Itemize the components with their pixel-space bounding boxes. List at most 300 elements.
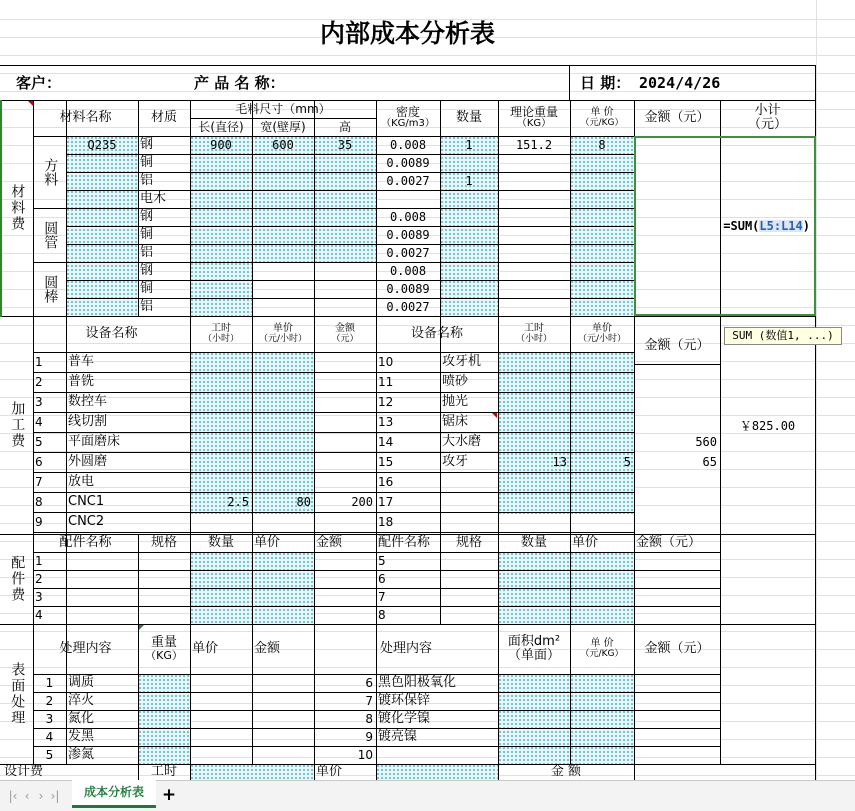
theory-weight-cell[interactable] xyxy=(498,154,570,172)
col-header-equip2: 设备名称 xyxy=(410,326,463,342)
col-header-part-amount: 金额 xyxy=(316,535,343,551)
sheet-tab-cost-analysis[interactable]: 成本分析表 xyxy=(72,780,156,808)
section-label-parts xyxy=(0,534,33,624)
area-label: 面积dm² xyxy=(507,634,561,650)
part2-number[interactable]: 6 xyxy=(378,571,386,586)
treatment2-name-cell[interactable]: 镀化学镍 xyxy=(378,711,431,727)
col-header-price2 xyxy=(570,316,634,352)
hours-cell[interactable]: 2.5 xyxy=(227,494,249,509)
treatment2-name-cell[interactable]: 镀亮镍 xyxy=(378,729,418,745)
amount2-cell[interactable] xyxy=(634,492,720,512)
density-cell[interactable]: 0.008 xyxy=(389,137,427,152)
equip-number[interactable]: 3 xyxy=(35,394,43,409)
length-cell[interactable] xyxy=(190,244,252,262)
price2-cell[interactable] xyxy=(570,352,634,372)
material-type-cell[interactable]: 铝 xyxy=(140,173,154,189)
width-cell[interactable] xyxy=(252,226,314,244)
comment-marker-saw xyxy=(492,413,497,418)
hours2-cell[interactable] xyxy=(498,492,570,512)
material-type-cell[interactable]: 铝 xyxy=(140,245,154,261)
price-cell[interactable] xyxy=(252,352,314,372)
equip-name-cell[interactable]: 线切割 xyxy=(68,414,108,430)
section-label-surface-text: 表面处理 xyxy=(9,662,26,726)
group-tube-text: 圆管 xyxy=(42,221,59,249)
density-cell[interactable] xyxy=(376,190,440,208)
amount2-cell[interactable] xyxy=(634,352,720,372)
qty-cell[interactable]: 1 xyxy=(465,137,473,152)
amount-cell[interactable] xyxy=(314,352,376,372)
hours-cell[interactable] xyxy=(190,432,252,452)
material-grade-cell[interactable] xyxy=(66,208,138,226)
price2-label: 单价 xyxy=(592,323,612,335)
height-cell[interactable] xyxy=(314,298,376,316)
amount-cell[interactable] xyxy=(314,452,376,472)
next-sheet-icon[interactable]: › xyxy=(38,788,44,803)
price2-cell[interactable]: 5 xyxy=(623,454,631,469)
equip2-name-cell[interactable] xyxy=(440,512,498,532)
formula-suffix: ) xyxy=(802,218,810,233)
equip-number[interactable]: 9 xyxy=(35,514,43,529)
amount2-cell[interactable] xyxy=(634,512,720,532)
material-grade-cell[interactable] xyxy=(66,280,138,298)
treatment-number[interactable]: 5 xyxy=(45,747,54,762)
amount-label: 金额 xyxy=(335,323,355,335)
border-h xyxy=(0,764,816,765)
density-cell[interactable]: 0.0089 xyxy=(386,281,430,296)
price2-cell[interactable] xyxy=(570,512,634,532)
weight-unit: （KG） xyxy=(145,649,183,663)
qty-cell[interactable] xyxy=(440,208,498,226)
col-header-treatment: 处理内容 xyxy=(59,641,112,657)
col-header-part-name: 配件名称 xyxy=(59,535,112,551)
hours2-cell[interactable]: 13 xyxy=(552,454,567,469)
treatment-number[interactable]: 3 xyxy=(45,711,54,726)
treatment-number[interactable]: 1 xyxy=(45,675,54,690)
col-header-part-qty: 数量 xyxy=(207,535,234,551)
treatment2-name-cell[interactable]: 镀环保锌 xyxy=(378,693,431,709)
equip-name-cell[interactable]: 普铣 xyxy=(68,374,95,390)
treatment2-name-cell[interactable] xyxy=(376,746,498,764)
height-cell[interactable] xyxy=(314,280,376,298)
treatment-name-cell[interactable]: 渗氮 xyxy=(68,747,95,763)
sheet-title: 内部成本分析表 xyxy=(319,18,495,48)
price-unit: （元/小时） xyxy=(258,333,308,344)
material-grade-cell[interactable] xyxy=(66,244,138,262)
unit-price-cell[interactable] xyxy=(570,154,634,172)
col-header-amount-proc xyxy=(314,316,376,352)
height-cell[interactable] xyxy=(314,244,376,262)
material-grade-cell[interactable]: Q235 xyxy=(87,137,117,152)
theory-weight-cell[interactable] xyxy=(498,298,570,316)
equip2-number[interactable]: 14 xyxy=(378,434,394,449)
amount2-cell[interactable]: 560 xyxy=(695,434,717,449)
hours2-cell[interactable] xyxy=(498,432,570,452)
length-cell[interactable] xyxy=(190,208,252,226)
material-type-cell[interactable]: 铜 xyxy=(140,281,154,297)
density-cell[interactable]: 0.0089 xyxy=(386,155,430,170)
unit-price-cell[interactable]: 8 xyxy=(598,137,606,152)
col-header-unit-price xyxy=(570,100,634,136)
section-label-material-text: 材料费 xyxy=(9,184,26,232)
amount-unit: （元） xyxy=(331,333,359,344)
equip2-name-cell[interactable] xyxy=(440,472,498,492)
width-cell[interactable] xyxy=(252,244,314,262)
product-name-label: 产 品 名 称： xyxy=(194,74,285,93)
density-cell[interactable]: 0.0089 xyxy=(386,227,430,242)
unit-price-cell[interactable] xyxy=(570,262,634,280)
section-label-surface xyxy=(0,624,33,764)
width-cell[interactable] xyxy=(252,172,314,190)
length-cell[interactable] xyxy=(190,172,252,190)
design-hours-label: 工时 xyxy=(150,764,177,780)
price-cell[interactable] xyxy=(252,452,314,472)
price-cell[interactable] xyxy=(252,412,314,432)
height-cell[interactable] xyxy=(314,208,376,226)
col-header-theory-weight xyxy=(498,100,570,136)
part2-number[interactable]: 5 xyxy=(378,553,386,568)
equip-name-cell[interactable]: 外圆磨 xyxy=(68,454,108,470)
material-type-cell[interactable]: 钢 xyxy=(140,263,154,279)
treatment-name-cell[interactable]: 调质 xyxy=(68,675,95,691)
theory-weight-cell[interactable] xyxy=(498,244,570,262)
height-cell[interactable] xyxy=(314,190,376,208)
price-cell[interactable] xyxy=(252,472,314,492)
equip2-number[interactable]: 16 xyxy=(378,474,394,489)
material-type-cell[interactable]: 电木 xyxy=(140,191,167,207)
theory-weight-cell[interactable] xyxy=(498,280,570,298)
height-cell[interactable]: 35 xyxy=(337,137,353,152)
theory-weight-cell[interactable] xyxy=(498,262,570,280)
qty-cell[interactable] xyxy=(440,226,498,244)
length-cell[interactable] xyxy=(190,226,252,244)
col-header-amount: 金额（元） xyxy=(644,110,710,126)
unit-price-label: 单 价 xyxy=(590,107,614,119)
unit-price-cell[interactable] xyxy=(570,172,634,190)
treatment-name-cell[interactable]: 氮化 xyxy=(68,711,95,727)
treatment2-number[interactable]: 6 xyxy=(365,675,373,690)
material-type-cell[interactable]: 铜 xyxy=(140,155,154,171)
col-header-price xyxy=(252,316,314,352)
weight-label: 重量 xyxy=(150,635,177,651)
equip-name-cell[interactable]: 平面磨床 xyxy=(68,434,121,450)
amount-cell[interactable] xyxy=(314,472,376,492)
theory-weight-cell[interactable] xyxy=(498,190,570,208)
group-tube xyxy=(33,208,66,262)
treatment2-number[interactable]: 10 xyxy=(357,747,373,762)
qty-cell[interactable] xyxy=(440,262,498,280)
qty-cell[interactable] xyxy=(440,298,498,316)
unit-price-cell[interactable] xyxy=(570,190,634,208)
dotted-input-area xyxy=(138,674,190,764)
material-grade-cell[interactable] xyxy=(66,190,138,208)
amount-cell[interactable]: 200 xyxy=(351,494,373,509)
unit-price-cell[interactable] xyxy=(570,280,634,298)
treatment2-number[interactable]: 9 xyxy=(365,729,373,744)
hours-label: 工时 xyxy=(211,323,231,335)
group-bar-text: 圆棒 xyxy=(42,275,59,303)
col-header-weight xyxy=(138,624,190,674)
col-header-surf-price: 单价 xyxy=(192,641,219,657)
price2-cell[interactable] xyxy=(570,432,634,452)
price2-cell[interactable] xyxy=(570,412,634,432)
function-tooltip: SUM (数值1, ...) xyxy=(724,327,842,345)
theory-weight-cell[interactable] xyxy=(498,172,570,190)
part-number[interactable]: 2 xyxy=(35,571,43,586)
density-cell[interactable]: 0.008 xyxy=(389,263,427,278)
equip-name-cell[interactable]: 数控车 xyxy=(68,394,108,410)
material-grade-cell[interactable] xyxy=(66,262,138,280)
processing-subtotal[interactable]: ￥825.00 xyxy=(739,418,796,433)
col-header-material-name: 材料名称 xyxy=(59,110,112,126)
equip2-number[interactable]: 13 xyxy=(378,414,394,429)
theory-weight-cell[interactable]: 151.2 xyxy=(515,137,553,152)
border-v xyxy=(190,764,191,780)
amount-cell[interactable] xyxy=(314,372,376,392)
density-cell[interactable]: 0.0027 xyxy=(386,299,430,314)
amount2-cell[interactable] xyxy=(634,412,720,432)
equip2-number[interactable]: 18 xyxy=(378,514,394,529)
width-cell[interactable] xyxy=(252,190,314,208)
material-grade-cell[interactable] xyxy=(66,172,138,190)
customer-label: 客户： xyxy=(16,74,62,93)
hours2-cell[interactable] xyxy=(498,352,570,372)
length-cell[interactable]: 900 xyxy=(210,137,232,152)
treatment-number[interactable]: 4 xyxy=(45,729,54,744)
material-grade-cell[interactable] xyxy=(66,298,138,316)
border-h xyxy=(0,65,816,66)
equip-name-cell[interactable]: CNC2 xyxy=(68,514,105,530)
col-header-width: 宽(壁厚) xyxy=(260,119,306,134)
group-square xyxy=(33,136,66,208)
group-bar xyxy=(33,262,66,316)
density-cell[interactable]: 0.0027 xyxy=(386,173,430,188)
border-v xyxy=(720,624,721,765)
price2-cell[interactable] xyxy=(570,372,634,392)
part2-number[interactable]: 8 xyxy=(378,607,386,622)
density-cell[interactable]: 0.008 xyxy=(389,209,427,224)
dotted-input-area xyxy=(190,764,314,780)
equip-number[interactable]: 7 xyxy=(35,474,43,489)
amount2-cell[interactable]: 65 xyxy=(702,454,717,469)
equip2-name-cell[interactable]: 攻牙 xyxy=(442,454,469,470)
height-cell[interactable] xyxy=(314,172,376,190)
density-unit: （KG/m3） xyxy=(381,118,435,130)
equip2-number[interactable]: 15 xyxy=(378,454,394,469)
hours-cell[interactable] xyxy=(190,372,252,392)
equip2-number[interactable]: 12 xyxy=(378,394,394,409)
material-type-cell[interactable]: 钢 xyxy=(140,209,154,225)
equip2-name-cell[interactable]: 攻牙机 xyxy=(442,354,482,370)
equip-number[interactable]: 1 xyxy=(35,354,43,369)
treatment2-number[interactable]: 8 xyxy=(365,711,373,726)
design-price-label: 单价 xyxy=(316,764,343,780)
width-cell[interactable] xyxy=(252,280,314,298)
amount2-cell[interactable] xyxy=(634,372,720,392)
qty-cell[interactable]: 1 xyxy=(465,173,473,188)
hours-cell[interactable] xyxy=(190,352,252,372)
section-label-processing xyxy=(0,316,33,534)
col-header-height: 高 xyxy=(338,119,351,134)
price2-cell[interactable] xyxy=(570,492,634,512)
height-cell[interactable] xyxy=(314,226,376,244)
price-cell[interactable] xyxy=(252,432,314,452)
border-v xyxy=(720,534,721,625)
comment-marker-weight xyxy=(139,625,144,630)
theory-weight-label: 理论重量 xyxy=(509,105,558,120)
col-header-hours xyxy=(190,316,252,352)
equip-number[interactable]: 2 xyxy=(35,374,43,389)
equip2-number[interactable]: 11 xyxy=(378,374,394,389)
col-header-density xyxy=(376,100,440,136)
amount-cell[interactable] xyxy=(314,432,376,452)
date-value[interactable]: 2024/4/26 xyxy=(639,74,721,93)
treatment-number[interactable]: 2 xyxy=(45,693,54,708)
col-header-material: 材质 xyxy=(150,110,177,126)
hours-cell[interactable] xyxy=(190,512,252,532)
amount2-cell[interactable] xyxy=(634,392,720,412)
selected-range-formula-cell[interactable] xyxy=(634,136,816,316)
col-header-part-price: 单价 xyxy=(254,535,281,551)
border-v xyxy=(634,764,635,780)
amount-cell[interactable] xyxy=(314,412,376,432)
width-cell[interactable] xyxy=(252,208,314,226)
unit-price-cell[interactable] xyxy=(570,208,634,226)
length-cell[interactable] xyxy=(190,190,252,208)
col-header-part-amount2: 金额（元） xyxy=(636,535,702,551)
equip2-name-cell[interactable]: 喷砂 xyxy=(442,374,469,390)
density-label: 密度 xyxy=(395,105,420,120)
price-cell[interactable] xyxy=(252,392,314,412)
width-cell[interactable] xyxy=(252,298,314,316)
price2-cell[interactable] xyxy=(570,392,634,412)
hours2-cell[interactable] xyxy=(498,372,570,392)
formula-range-ref: L5:L14 xyxy=(759,218,803,233)
hours2-cell[interactable] xyxy=(498,392,570,412)
hours2-cell[interactable] xyxy=(498,512,570,532)
hours2-unit: （小时） xyxy=(515,333,552,344)
equip2-name-cell[interactable]: 大水磨 xyxy=(442,434,482,450)
qty-cell[interactable] xyxy=(440,154,498,172)
equip2-name-cell[interactable]: 抛光 xyxy=(442,394,469,410)
length-cell[interactable] xyxy=(190,154,252,172)
col-header-part-qty2: 数量 xyxy=(520,535,547,551)
treatment2-name-cell[interactable]: 黑色阳极氧化 xyxy=(378,675,457,691)
add-sheet-icon[interactable]: + xyxy=(161,785,177,806)
equip2-name-cell[interactable] xyxy=(440,492,498,512)
col-header-length: 长(直径) xyxy=(198,119,244,134)
qty-cell[interactable] xyxy=(440,190,498,208)
qty-cell[interactable] xyxy=(440,244,498,262)
prev-sheet-icon[interactable]: ‹ xyxy=(24,788,30,803)
col-header-hours2 xyxy=(498,316,570,352)
hours2-cell[interactable] xyxy=(498,412,570,432)
col-header-part-price2: 单价 xyxy=(572,535,599,551)
col-header-surf-price2 xyxy=(570,624,634,674)
unit-price-cell[interactable] xyxy=(570,298,634,316)
amount-cell[interactable] xyxy=(314,392,376,412)
col-header-dims: 毛料尺寸（mm） xyxy=(235,101,331,116)
group-square-text: 方料 xyxy=(42,158,59,186)
length-cell[interactable] xyxy=(190,262,252,280)
equip-number[interactable]: 8 xyxy=(35,494,43,509)
material-grade-cell[interactable] xyxy=(66,226,138,244)
amount2-cell[interactable] xyxy=(634,472,720,492)
width-cell[interactable] xyxy=(252,154,314,172)
height-cell[interactable] xyxy=(314,262,376,280)
treatment2-number[interactable]: 7 xyxy=(365,693,373,708)
density-cell[interactable]: 0.0027 xyxy=(386,245,430,260)
material-type-cell[interactable]: 铝 xyxy=(140,299,154,315)
hours-cell[interactable] xyxy=(190,472,252,492)
col-header-equip: 设备名称 xyxy=(85,326,138,342)
equip-number[interactable]: 6 xyxy=(35,454,43,469)
design-amount-label: 金 额 xyxy=(550,764,582,780)
hours-cell[interactable] xyxy=(190,452,252,472)
material-grade-cell[interactable] xyxy=(66,154,138,172)
equip2-number[interactable]: 10 xyxy=(378,354,394,369)
equip-number[interactable]: 4 xyxy=(35,414,43,429)
part2-number[interactable]: 7 xyxy=(378,589,386,604)
treatment-name-cell[interactable]: 淬火 xyxy=(68,693,95,709)
hours-cell[interactable] xyxy=(190,412,252,432)
unit-price-cell[interactable] xyxy=(570,226,634,244)
width-cell[interactable]: 600 xyxy=(272,137,294,152)
material-type-cell[interactable]: 钢 xyxy=(140,137,154,153)
amount-cell[interactable] xyxy=(314,512,376,532)
col-header-subtotal xyxy=(720,100,815,136)
material-type-cell[interactable]: 铜 xyxy=(140,227,154,243)
price-cell[interactable]: 80 xyxy=(296,494,311,509)
part-number[interactable]: 1 xyxy=(35,553,43,568)
length-cell[interactable] xyxy=(190,280,252,298)
equip-name-cell[interactable]: 放电 xyxy=(68,474,95,490)
treatment-name-cell[interactable]: 发黑 xyxy=(68,729,95,745)
equip-number[interactable]: 5 xyxy=(35,434,43,449)
theory-weight-cell[interactable] xyxy=(498,208,570,226)
equip-name-cell[interactable]: 普车 xyxy=(68,354,95,370)
part-number[interactable]: 3 xyxy=(35,589,43,604)
height-cell[interactable] xyxy=(314,154,376,172)
hours-unit: （小时） xyxy=(202,333,239,344)
section-label-material xyxy=(0,100,33,316)
hours2-cell[interactable] xyxy=(498,472,570,492)
length-cell[interactable] xyxy=(190,298,252,316)
last-sheet-icon[interactable]: ›| xyxy=(50,788,60,803)
price-cell[interactable] xyxy=(252,372,314,392)
equip2-number[interactable]: 17 xyxy=(378,494,394,509)
hours-cell[interactable] xyxy=(190,392,252,412)
price-label: 单价 xyxy=(273,323,293,335)
part-number[interactable]: 4 xyxy=(35,607,43,622)
equip-name-cell[interactable]: CNC1 xyxy=(68,494,105,510)
col-header-spec: 规格 xyxy=(150,535,177,551)
unit-price-cell[interactable] xyxy=(570,244,634,262)
gridline-v xyxy=(816,0,817,780)
border-v xyxy=(569,65,570,101)
subtotal-label: 小计 xyxy=(754,103,781,119)
equip2-name-cell[interactable]: 锯床 xyxy=(442,414,469,430)
border-h xyxy=(33,532,635,533)
first-sheet-icon[interactable]: |‹ xyxy=(8,788,18,803)
price2-cell[interactable] xyxy=(570,472,634,492)
width-cell[interactable] xyxy=(252,262,314,280)
date-label: 日 期： xyxy=(580,74,631,93)
border-v xyxy=(376,764,377,780)
theory-weight-unit: （KG） xyxy=(516,118,552,130)
theory-weight-cell[interactable] xyxy=(498,226,570,244)
price-cell[interactable] xyxy=(252,512,314,532)
qty-cell[interactable] xyxy=(440,280,498,298)
